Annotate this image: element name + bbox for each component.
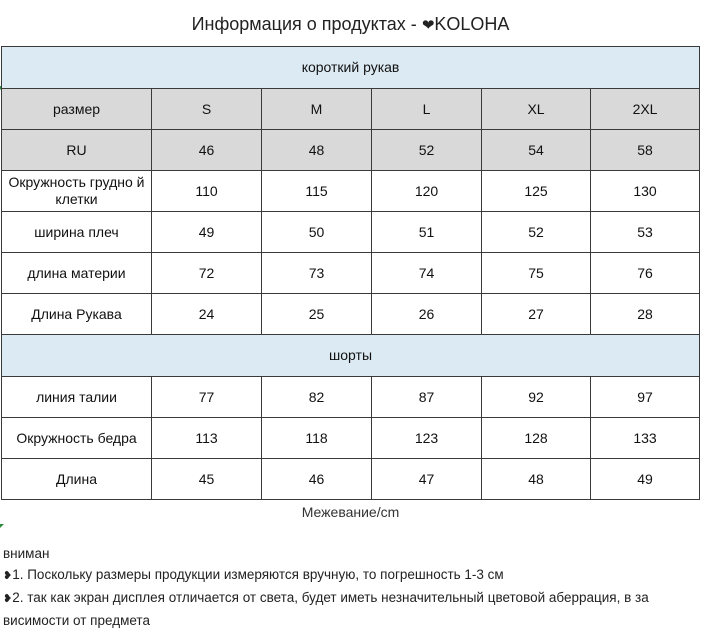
size-value-cell: 28 bbox=[591, 294, 700, 335]
size-value-cell: 48 bbox=[262, 130, 372, 171]
size-value-cell: 82 bbox=[262, 377, 372, 418]
note-text-2: 2. так как экран дисплея отличается от света, будет иметь незначительный цветовой аберрация, в за висимости от предмета bbox=[3, 590, 649, 628]
size-value-cell: 97 bbox=[591, 377, 700, 418]
size-value-cell: 110 bbox=[152, 171, 262, 212]
brand-name: KOLOHA bbox=[434, 14, 510, 34]
row-label: Окружность грудно й клетки bbox=[2, 171, 152, 212]
row-label: линия талии bbox=[2, 377, 152, 418]
size-value-cell: 24 bbox=[152, 294, 262, 335]
title-text: Информация о продуктах - bbox=[191, 14, 417, 34]
column-header: S bbox=[152, 89, 262, 130]
size-value-cell: 77 bbox=[152, 377, 262, 418]
row-label: ширина плеч bbox=[2, 212, 152, 253]
table-row bbox=[2, 253, 700, 294]
section-short-sleeve-title: короткий рукав bbox=[2, 47, 700, 89]
notes-block bbox=[3, 543, 699, 631]
size-value-cell: 25 bbox=[262, 294, 372, 335]
column-header: L bbox=[372, 89, 482, 130]
section-shorts bbox=[2, 335, 700, 377]
size-table bbox=[1, 46, 700, 500]
size-value-cell: 48 bbox=[482, 459, 591, 500]
row-label: длина материи bbox=[2, 253, 152, 294]
size-value-cell: 72 bbox=[152, 253, 262, 294]
bullet-icon: ❥ bbox=[3, 570, 13, 582]
size-value-cell: 46 bbox=[262, 459, 372, 500]
table-row bbox=[2, 212, 700, 253]
note-item-1 bbox=[3, 564, 699, 587]
size-value-cell: 49 bbox=[591, 459, 700, 500]
size-value-cell: 46 bbox=[152, 130, 262, 171]
size-value-cell: 50 bbox=[262, 212, 372, 253]
size-value-cell: 45 bbox=[152, 459, 262, 500]
size-value-cell: 73 bbox=[262, 253, 372, 294]
column-header: M bbox=[262, 89, 372, 130]
unit-note: Межевание/cm bbox=[301, 504, 400, 520]
size-value-cell: 115 bbox=[262, 171, 372, 212]
size-value-cell: 75 bbox=[482, 253, 591, 294]
notes-heading: вниман bbox=[3, 546, 50, 561]
cell-corner-marker-icon bbox=[0, 524, 4, 528]
column-header: XL bbox=[482, 89, 591, 130]
column-header: 2XL bbox=[591, 89, 700, 130]
page-title bbox=[0, 10, 701, 38]
size-value-cell: 123 bbox=[372, 418, 482, 459]
bullet-icon: ❥ bbox=[3, 593, 13, 605]
size-value-cell: 51 bbox=[372, 212, 482, 253]
size-value-cell: 125 bbox=[482, 171, 591, 212]
table-row bbox=[2, 418, 700, 459]
size-value-cell: 47 bbox=[372, 459, 482, 500]
size-value-cell: 133 bbox=[591, 418, 700, 459]
row-label: Длина bbox=[2, 459, 152, 500]
note-text-1: 1. Поскольку размеры продукции измеряются вручную, то погрешность 1-3 см bbox=[12, 567, 504, 582]
row-label: Окружность бедра bbox=[2, 418, 152, 459]
size-value-cell: 54 bbox=[482, 130, 591, 171]
size-value-cell: 92 bbox=[482, 377, 591, 418]
heart-logo-icon: ❤ bbox=[421, 17, 435, 34]
size-value-cell: 87 bbox=[372, 377, 482, 418]
size-value-cell: 52 bbox=[482, 212, 591, 253]
size-value-cell: 130 bbox=[591, 171, 700, 212]
size-value-cell: 26 bbox=[372, 294, 482, 335]
table-row bbox=[2, 459, 700, 500]
row-label: RU bbox=[2, 130, 152, 171]
section-shorts-title: шорты bbox=[2, 335, 700, 377]
size-value-cell: 113 bbox=[152, 418, 262, 459]
column-header: размер bbox=[2, 89, 152, 130]
row-label: Длина Рукава bbox=[2, 294, 152, 335]
table-row bbox=[2, 294, 700, 335]
size-value-cell: 118 bbox=[262, 418, 372, 459]
size-value-cell: 49 bbox=[152, 212, 262, 253]
size-value-cell: 58 bbox=[591, 130, 700, 171]
size-value-cell: 120 bbox=[372, 171, 482, 212]
size-value-cell: 27 bbox=[482, 294, 591, 335]
note-item-2 bbox=[3, 587, 699, 631]
size-value-cell: 76 bbox=[591, 253, 700, 294]
table-row bbox=[2, 171, 700, 212]
section-short-sleeve bbox=[2, 47, 700, 89]
size-value-cell: 53 bbox=[591, 212, 700, 253]
table-header-row bbox=[2, 89, 700, 130]
size-value-cell: 128 bbox=[482, 418, 591, 459]
size-value-cell: 74 bbox=[372, 253, 482, 294]
size-value-cell: 52 bbox=[372, 130, 482, 171]
table-row bbox=[2, 130, 700, 171]
table-row bbox=[2, 377, 700, 418]
